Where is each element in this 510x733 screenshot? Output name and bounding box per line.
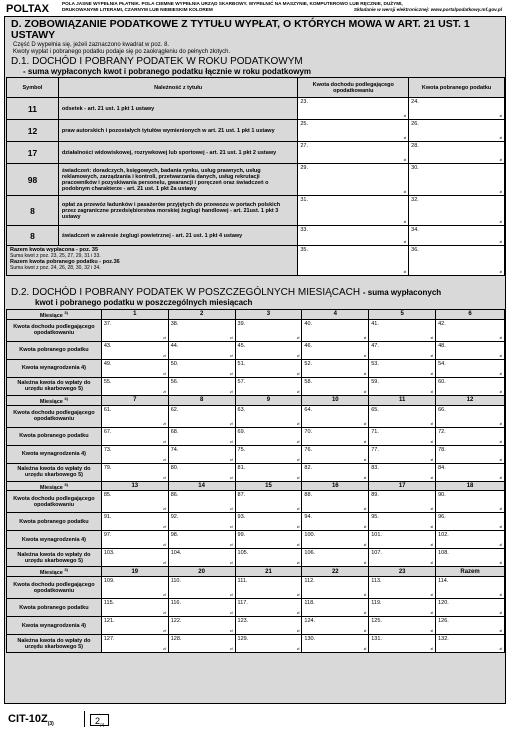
table-row: 98 świadczeń: doradczych, księgowych, badania rynku, usług prawnych, usług reklamowych, zarządzania i kontroli, przetwarzania danych, usług rekrutacji pracowników i pozyskiwania personelu, gwarancji i poręczeń oraz świadczeń o podobnym charakterze - art. 21 ust. 1 pkt 2a ustawy 29. zł 30. zł [7, 164, 505, 196]
row-label: Należna kwota do wpłaty do urzędu skarbowego 5) [7, 463, 102, 481]
field-85[interactable]: 85. zł [101, 491, 168, 513]
col-description: Należność z tytułu [58, 78, 297, 98]
field-80[interactable]: 80. zł [168, 463, 235, 481]
field-60[interactable]: 60. zł [436, 377, 505, 395]
field-79[interactable]: 79. zł [101, 463, 168, 481]
footer-divider [84, 711, 85, 727]
field-81[interactable]: 81. zł [235, 463, 302, 481]
field-96[interactable]: 96. zł [436, 513, 505, 531]
month-header: 6 [436, 310, 505, 320]
field-46[interactable]: 46. zł [302, 341, 369, 359]
form-body [4, 16, 506, 704]
field-126[interactable]: 126. zł [436, 617, 505, 635]
row-label: Należna kwota do wpłaty do urzędu skarbowego 5) [7, 549, 102, 567]
field-78[interactable]: 78. zł [436, 445, 505, 463]
field-108[interactable]: 108. zł [436, 549, 505, 567]
field-35[interactable]: 35. zł [298, 246, 409, 276]
month-header: 11 [369, 395, 436, 405]
field-95[interactable]: 95. zł [369, 513, 436, 531]
field-127[interactable]: 127. zł [101, 635, 168, 653]
field-41[interactable]: 41. zł [369, 319, 436, 341]
field-99[interactable]: 99. zł [235, 531, 302, 549]
field-70[interactable]: 70. zł [302, 427, 369, 445]
field-90[interactable]: 90. zł [436, 491, 505, 513]
month-header: 8 [168, 395, 235, 405]
table-row: 8 świadczeń w zakresie żeglugi powietrznej - art. 21 ust. 1 pkt 4 ustawy 33. zł 34. zł [7, 226, 505, 246]
row-label: Kwota wynagrodzenia 4) [7, 359, 102, 377]
month-header: 1 [101, 310, 168, 320]
row-label: Kwota pobranego podatku [7, 513, 102, 531]
field-77[interactable]: 77. zł [369, 445, 436, 463]
field-122[interactable]: 122. zł [168, 617, 235, 635]
table-row [7, 617, 505, 635]
field-119[interactable]: 119. zł [369, 599, 436, 617]
table-row [7, 531, 505, 549]
month-header-row [7, 395, 505, 405]
col-income: Kwota dochodu podlegającego opodatkowaniu [298, 78, 409, 98]
table-row [7, 359, 505, 377]
field-28[interactable]: 28. zł [409, 142, 505, 164]
field-72[interactable]: 72. zł [436, 427, 505, 445]
field-31[interactable]: 31. zł [298, 196, 409, 226]
month-header: 5 [369, 310, 436, 320]
table-row: 11 odsetek - art. 21 ust. 1 pkt 1 ustawy 23. zł 24. zł [7, 98, 505, 120]
month-header: 23 [369, 567, 436, 577]
months-label: Miesiące $^{3)}$ [7, 481, 102, 491]
field-75[interactable]: 75. zł [235, 445, 302, 463]
page-number: $2_{/4}$ [90, 714, 109, 726]
field-26[interactable]: 26. zł [409, 120, 505, 142]
field-112[interactable]: 112. zł [302, 577, 369, 599]
field-50[interactable]: 50. zł [168, 359, 235, 377]
field-106[interactable]: 106. zł [302, 549, 369, 567]
yearly-table-header [7, 78, 505, 98]
field-25[interactable]: 25. zł [298, 120, 409, 142]
table-row [7, 445, 505, 463]
table-row: 8 opłat za przewóz ładunków i pasażerów przyjętych do przewozu w portach polskich przez zagraniczne przedsiębiorstwa morskiej żeglugi handlowej - art. 21ust. 1 pkt 3 ustawy 31. zł 32. zł [7, 196, 505, 226]
field-24[interactable]: 24. zł [409, 98, 505, 120]
month-header: 9 [235, 395, 302, 405]
field-54[interactable]: 54. zł [436, 359, 505, 377]
field-58[interactable]: 58. zł [302, 377, 369, 395]
field-114[interactable]: 114. zł [436, 577, 505, 599]
months-label: Miesiące $^{3)}$ [7, 395, 102, 405]
month-header: 15 [235, 481, 302, 491]
field-30[interactable]: 30. zł [409, 164, 505, 196]
table-row [7, 599, 505, 617]
field-59[interactable]: 59. zł [369, 377, 436, 395]
field-124[interactable]: 124. zł [302, 617, 369, 635]
field-129[interactable]: 129. zł [235, 635, 302, 653]
brand-logo: POLTAX [6, 3, 49, 15]
row-label: Należna kwota do wpłaty do urzędu skarbowego 5) [7, 635, 102, 653]
fill-instructions: POLA JASNE WYPEŁNIA PŁATNIK. POLA CIEMNE WYPEŁNIA URZĄD SKARBOWY. WYPEŁNIĆ NA MASZYNIE, KOMPUTEROWO LUB RĘCZNIE, DUŻYMI, DRUKOWANYMI LITERAMI, CZARNYM LUB NIEBIESKIM KOLOREM Składanie w wersji elektronicznej: www.portalpodatkowy.mf.gov.pl [62, 1, 502, 12]
table-row: 12 praw autorskich i pozostałych tytułów wymienionych w art. 21 ust. 1 pkt 1 ustawy 25. zł 26. zł [7, 120, 505, 142]
field-48[interactable]: 48. zł [436, 341, 505, 359]
field-53[interactable]: 53. zł [369, 359, 436, 377]
field-63[interactable]: 63. zł [235, 405, 302, 427]
field-38[interactable]: 38. zł [168, 319, 235, 341]
yearly-table [6, 77, 505, 276]
section-d-notes: Część D wypełnia się, jeżeli zaznaczono kwadrat w poz. 8. Kwoty wypłat i pobranego podatku podaje się po zaokrągleniu do pełnych złotych. [13, 42, 231, 55]
sum-labels: Razem kwota wypłacona - poz. 35 Suma kwot z poz. 23, 25, 27, 29, 31 i 33. Razem kwota pobranego podatku - poz.36 Suma kwot z poz. 24, 26, 28, 30, 32 i 34. [7, 246, 298, 276]
field-52[interactable]: 52. zł [302, 359, 369, 377]
row-label: Kwota wynagrodzenia 4) [7, 445, 102, 463]
months-label: Miesiące $^{3)}$ [7, 310, 102, 320]
field-128[interactable]: 128. zł [168, 635, 235, 653]
field-120[interactable]: 120. zł [436, 599, 505, 617]
field-105[interactable]: 105. zł [235, 549, 302, 567]
row-label: Kwota dochodu podlegającego opodatkowaniu [7, 405, 102, 427]
col-tax: Kwota pobranego podatku [409, 78, 505, 98]
field-92[interactable]: 92. zł [168, 513, 235, 531]
month-header: 14 [168, 481, 235, 491]
field-89[interactable]: 89. zł [369, 491, 436, 513]
field-118[interactable]: 118. zł [302, 599, 369, 617]
table-row [7, 341, 505, 359]
month-header: 20 [168, 567, 235, 577]
month-header: 16 [302, 481, 369, 491]
field-73[interactable]: 73. zł [101, 445, 168, 463]
month-header-row [7, 310, 505, 320]
table-row [7, 427, 505, 445]
field-71[interactable]: 71. zł [369, 427, 436, 445]
field-76[interactable]: 76. zł [302, 445, 369, 463]
row-label: Kwota pobranego podatku [7, 599, 102, 617]
col-symbol: Symbol [7, 78, 59, 98]
field-109[interactable]: 109. zł [101, 577, 168, 599]
sum-row [7, 246, 505, 276]
field-56[interactable]: 56. zł [168, 377, 235, 395]
field-98[interactable]: 98. zł [168, 531, 235, 549]
table-row [7, 577, 505, 599]
table-row [7, 405, 505, 427]
section-d1-title: D.1. DOCHÓD I POBRANY PODATEK W ROKU PODATKOWYM [11, 56, 303, 67]
field-101[interactable]: 101. zł [369, 531, 436, 549]
field-51[interactable]: 51. zł [235, 359, 302, 377]
field-123[interactable]: 123. zł [235, 617, 302, 635]
table-row [7, 549, 505, 567]
field-86[interactable]: 86. zł [168, 491, 235, 513]
month-header: 12 [436, 395, 505, 405]
field-61[interactable]: 61. zł [101, 405, 168, 427]
month-header: 10 [302, 395, 369, 405]
field-42[interactable]: 42. zł [436, 319, 505, 341]
field-43[interactable]: 43. zł [101, 341, 168, 359]
field-65[interactable]: 65. zł [369, 405, 436, 427]
field-44[interactable]: 44. zł [168, 341, 235, 359]
field-83[interactable]: 83. zł [369, 463, 436, 481]
month-header: 19 [101, 567, 168, 577]
row-label: Kwota wynagrodzenia 4) [7, 617, 102, 635]
month-header: 4 [302, 310, 369, 320]
field-93[interactable]: 93. zł [235, 513, 302, 531]
row-label: Kwota pobranego podatku [7, 341, 102, 359]
table-row [7, 463, 505, 481]
field-115[interactable]: 115. zł [101, 599, 168, 617]
field-110[interactable]: 110. zł [168, 577, 235, 599]
field-33[interactable]: 33. zł [298, 226, 409, 246]
row-label: Kwota dochodu podlegającego opodatkowaniu [7, 491, 102, 513]
month-header: 7 [101, 395, 168, 405]
field-94[interactable]: 94. zł [302, 513, 369, 531]
field-47[interactable]: 47. zł [369, 341, 436, 359]
field-104[interactable]: 104. zł [168, 549, 235, 567]
table-row [7, 319, 505, 341]
month-header-row [7, 567, 505, 577]
field-39[interactable]: 39. zł [235, 319, 302, 341]
field-62[interactable]: 62. zł [168, 405, 235, 427]
field-45[interactable]: 45. zł [235, 341, 302, 359]
table-row [7, 377, 505, 395]
field-55[interactable]: 55. zł [101, 377, 168, 395]
field-69[interactable]: 69. zł [235, 427, 302, 445]
section-d1-subtitle: - suma wypłaconych kwot i pobranego podatku łącznie w roku podatkowym [23, 67, 312, 76]
field-113[interactable]: 113. zł [369, 577, 436, 599]
table-row [7, 513, 505, 531]
field-103[interactable]: 103. zł [101, 549, 168, 567]
field-67[interactable]: 67. zł [101, 427, 168, 445]
field-40[interactable]: 40. zł [302, 319, 369, 341]
month-header: 22 [302, 567, 369, 577]
month-header: 13 [101, 481, 168, 491]
field-82[interactable]: 82. zł [302, 463, 369, 481]
field-121[interactable]: 121. zł [101, 617, 168, 635]
field-34[interactable]: 34. zł [409, 226, 505, 246]
field-57[interactable]: 57. zł [235, 377, 302, 395]
row-label: Kwota wynagrodzenia 4) [7, 531, 102, 549]
section-d2-subtitle: kwot i pobranego podatku w poszczególnych miesiącach [35, 298, 253, 307]
row-label: Kwota dochodu podlegającego opodatkowaniu [7, 577, 102, 599]
field-130[interactable]: 130. zł [302, 635, 369, 653]
month-header: 18 [436, 481, 505, 491]
field-23[interactable]: 23. zł [298, 98, 409, 120]
month-header: 21 [235, 567, 302, 577]
row-label: Kwota pobranego podatku [7, 427, 102, 445]
row-label: Należna kwota do wpłaty do urzędu skarbowego 5) [7, 377, 102, 395]
field-84[interactable]: 84. zł [436, 463, 505, 481]
page-footer [4, 708, 506, 730]
month-header: 3 [235, 310, 302, 320]
field-116[interactable]: 116. zł [168, 599, 235, 617]
section-d-title: D. ZOBOWIĄZANIE PODATKOWE Z TYTUŁU WYPŁAT, O KTÓRYCH MOWA W ART. 21 UST. 1 USTAWY [11, 18, 470, 41]
field-27[interactable]: 27. zł [298, 142, 409, 164]
field-29[interactable]: 29. zł [298, 164, 409, 196]
field-36[interactable]: 36. zł [409, 246, 505, 276]
field-97[interactable]: 97. zł [101, 531, 168, 549]
field-131[interactable]: 131. zł [369, 635, 436, 653]
field-132[interactable]: 132. zł [436, 635, 505, 653]
section-d2-title: D.2. DOCHÓD I POBRANY PODATEK W POSZCZEGÓLNYCH MIESIĄCACH - suma wypłaconych [11, 287, 442, 298]
field-102[interactable]: 102. zł [436, 531, 505, 549]
field-117[interactable]: 117. zł [235, 599, 302, 617]
table-row: 17 działalności widowiskowej, rozrywkowej lub sportowej - art. 21 ust. 1 pkt 2 ustawy 27. zł 28. zł [7, 142, 505, 164]
months-label: Miesiące $^{3)}$ [7, 567, 102, 577]
field-100[interactable]: 100. zł [302, 531, 369, 549]
field-64[interactable]: 64. zł [302, 405, 369, 427]
field-49[interactable]: 49. zł [101, 359, 168, 377]
field-87[interactable]: 87. zł [235, 491, 302, 513]
table-row [7, 635, 505, 653]
field-66[interactable]: 66. zł [436, 405, 505, 427]
field-37[interactable]: 37. zł [101, 319, 168, 341]
field-91[interactable]: 91. zł [101, 513, 168, 531]
form-code: CIT-$10Z_{(3)}$ [8, 713, 54, 728]
field-68[interactable]: 68. zł [168, 427, 235, 445]
field-111[interactable]: 111. zł [235, 577, 302, 599]
field-32[interactable]: 32. zł [409, 196, 505, 226]
table-row [7, 491, 505, 513]
month-header: Razem [436, 567, 505, 577]
field-125[interactable]: 125. zł [369, 617, 436, 635]
field-88[interactable]: 88. zł [302, 491, 369, 513]
row-label: Kwota dochodu podlegającego opodatkowaniu [7, 319, 102, 341]
month-header: 17 [369, 481, 436, 491]
monthly-table [6, 309, 505, 653]
month-header: 2 [168, 310, 235, 320]
field-107[interactable]: 107. zł [369, 549, 436, 567]
field-74[interactable]: 74. zł [168, 445, 235, 463]
month-header-row [7, 481, 505, 491]
